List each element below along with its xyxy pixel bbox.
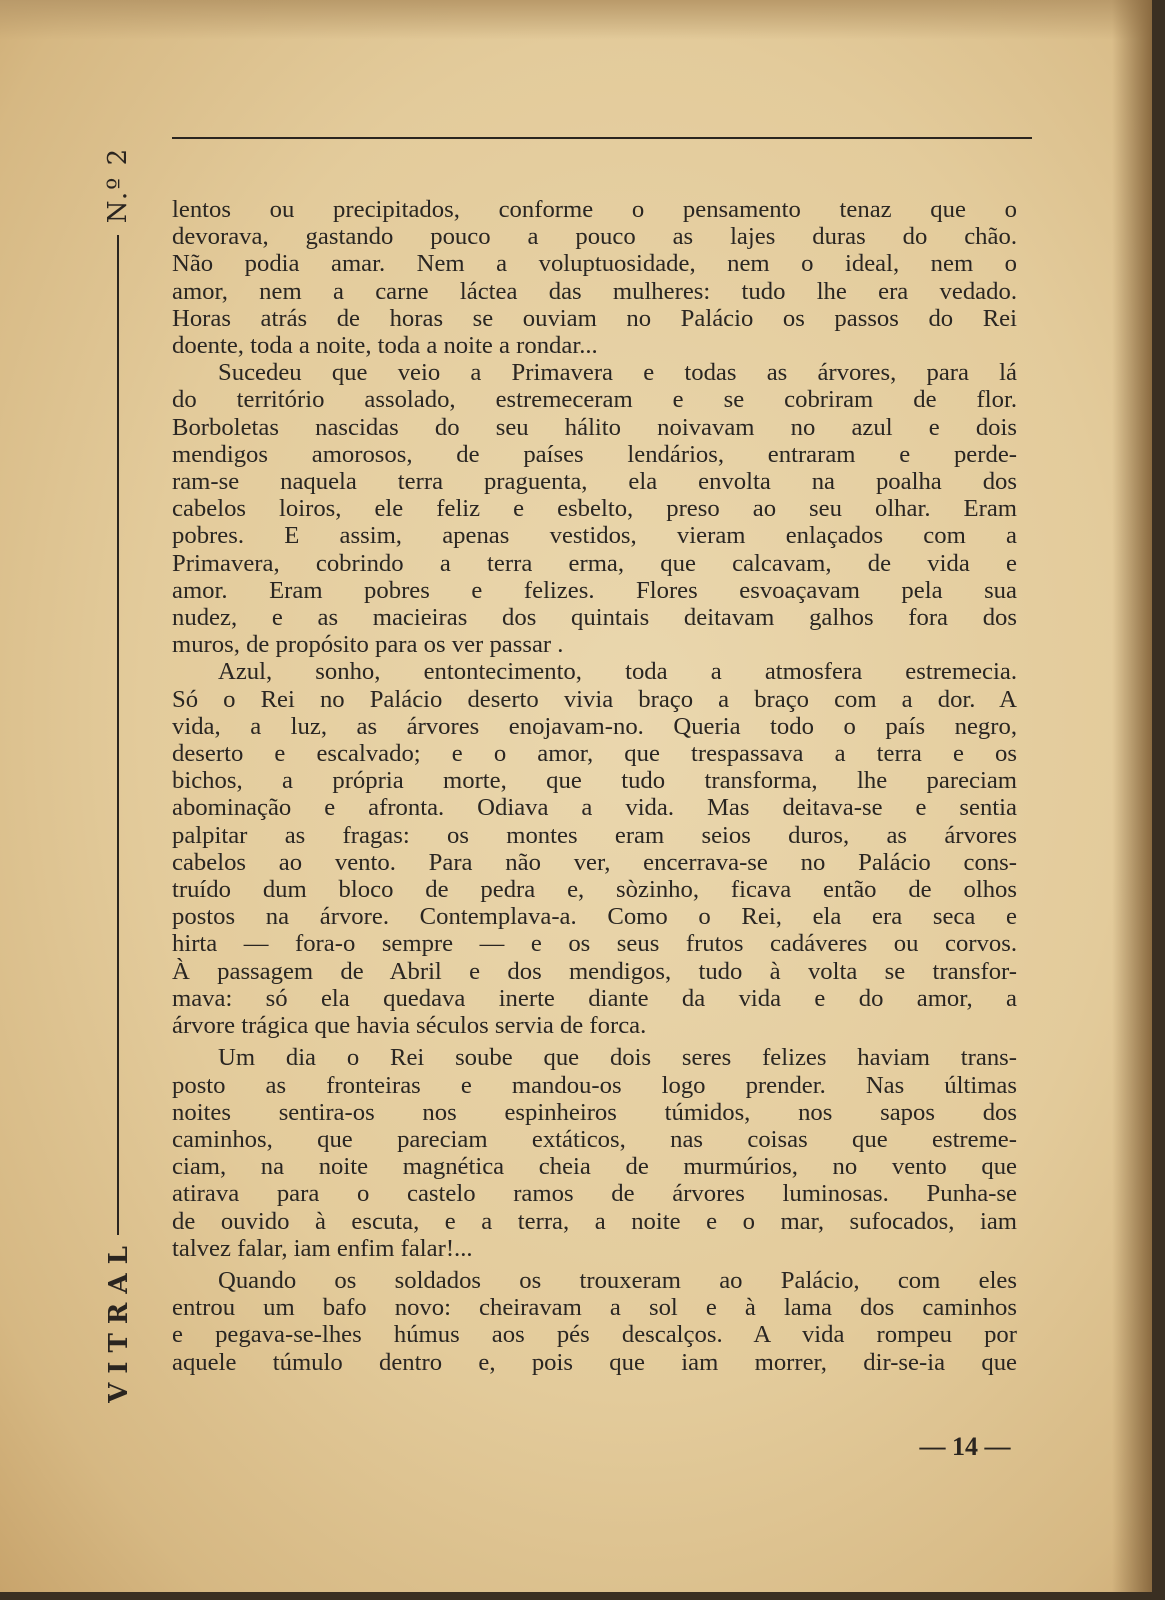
text-line: do território assolado, estremeceram e se cobriram de flor. (172, 386, 1017, 414)
text-line: deserto e escalvado; e o amor, que trespassava a terra e os (172, 740, 1017, 768)
text-line: abominação e afronta. Odiava a vida. Mas deitava-se e sentia (172, 794, 1017, 822)
text-line: Não podia amar. Nem a voluptuosidade, nem o ideal, nem o (172, 250, 1017, 278)
text-line: palpitar as fragas: os montes eram seios duros, as árvores (172, 821, 1017, 849)
issue-number-box (96, 140, 141, 230)
text-line: vida, a luz, as árvores enojavam-no. Queria todo o país negro, (172, 712, 1017, 740)
text-line: aquele túmulo dentro e, pois que iam morrer, dir-se-ia que (172, 1348, 1017, 1376)
text-line: caminhos, que pareciam extáticos, nas coisas que estreme- (172, 1125, 1017, 1153)
text-line: cabelos loiros, ele feliz e esbelto, preso ao seu olhar. Eram (172, 495, 1017, 523)
text-line: amor. Eram pobres e felizes. Flores esvoaçavam pela sua (172, 576, 1017, 604)
text-line: postos na árvore. Contemplava-a. Como o Rei, ela era seca e (172, 903, 1017, 931)
text-line: posto as fronteiras e mandou-os logo prender. Nas últimas (172, 1071, 1017, 1099)
text-line: Só o Rei no Palácio deserto vivia braço a braço com a dor. A (172, 685, 1017, 713)
text-line: de ouvido à escuta, e a terra, a noite e o mar, sufocados, iam (172, 1207, 1017, 1235)
text-line: truído dum bloco de pedra e, sòzinho, ficava então de olhos (172, 876, 1017, 904)
issue-number: N.º 2 (103, 146, 134, 224)
text-line: ram-se naquela terra praguenta, ela envolta na poalha dos (172, 468, 1017, 496)
text-line: Quando os soldados os trouxeram ao Palácio, com eles (218, 1266, 1017, 1294)
text-line: pobres. E assim, apenas vestidos, vieram enlaçados com a (172, 522, 1017, 550)
top-edge-shadow (0, 0, 1152, 40)
body-text (172, 196, 1017, 1376)
text-line: ciam, na noite magnética cheia de murmúrios, no vento que (172, 1153, 1017, 1181)
text-line: atirava para o castelo ramos de árvores luminosas. Punha-se (172, 1180, 1017, 1208)
text-line: Borboletas nascidas do seu hálito noivavam no azul e dois (172, 413, 1017, 441)
header-rule (172, 137, 1032, 139)
text-line: muros, de propósito para os ver passar . (172, 631, 564, 659)
text-line: noites sentira-os nos espinheiros túmidos, nos sapos dos (172, 1098, 1017, 1126)
text-line: doente, toda a noite, toda a noite a rondar... (172, 332, 598, 360)
text-line: mava: só ela quedava inerte diante da vida e do amor, a (172, 984, 1017, 1012)
text-line: lentos ou precipitados, conforme o pensamento tenaz que o (172, 196, 1017, 223)
magazine-title: VITRAL (103, 1237, 134, 1403)
text-line: árvore trágica que havia séculos servia de forca. (172, 1012, 647, 1040)
text-line: amor, nem a carne láctea das mulheres: tudo lhe era vedado. (172, 277, 1017, 305)
text-line: bichos, a própria morte, que tudo transforma, lhe pareciam (172, 767, 1017, 795)
side-running-head (96, 140, 141, 1403)
page-number: — 14 — (919, 1432, 1011, 1461)
text-line: nudez, e as macieiras dos quintais deitavam galhos fora dos (172, 604, 1017, 632)
text-line: devorava, gastando pouco a pouco as lajes duras do chão. (172, 223, 1017, 251)
text-line: talvez falar, iam enfim falar!... (172, 1234, 473, 1262)
text-line: e pegava-se-lhes húmus aos pés descalços. A vida rompeu por (172, 1321, 1017, 1349)
text-line: À passagem de Abril e dos mendigos, tudo à volta se transfor- (172, 957, 1017, 985)
spine-shadow (1112, 0, 1152, 1592)
text-line: Horas atrás de horas se ouviam no Palácio os passos do Rei (172, 304, 1017, 332)
text-line: cabelos ao vento. Para não ver, encerrava-se no Palácio cons- (172, 848, 1017, 876)
text-line: Azul, sonho, entontecimento, toda a atmosfera estremecia. (218, 658, 1017, 686)
text-line: mendigos amorosos, de países lendários, entraram e perde- (172, 440, 1017, 468)
text-line: entrou um bafo novo: cheiravam a sol e à lama dos caminhos (172, 1294, 1017, 1322)
magazine-title-box (96, 1237, 141, 1403)
text-line: hirta — fora-o sempre — e os seus frutos cadáveres ou corvos. (172, 930, 1017, 958)
side-rule (117, 235, 119, 1235)
text-line: Primavera, cobrindo a terra erma, que calcavam, de vida e (172, 549, 1017, 577)
text-line: Um dia o Rei soube que dois seres felizes haviam trans- (218, 1044, 1017, 1072)
text-line: Sucedeu que veio a Primavera e todas as árvores, para lá (218, 359, 1017, 387)
